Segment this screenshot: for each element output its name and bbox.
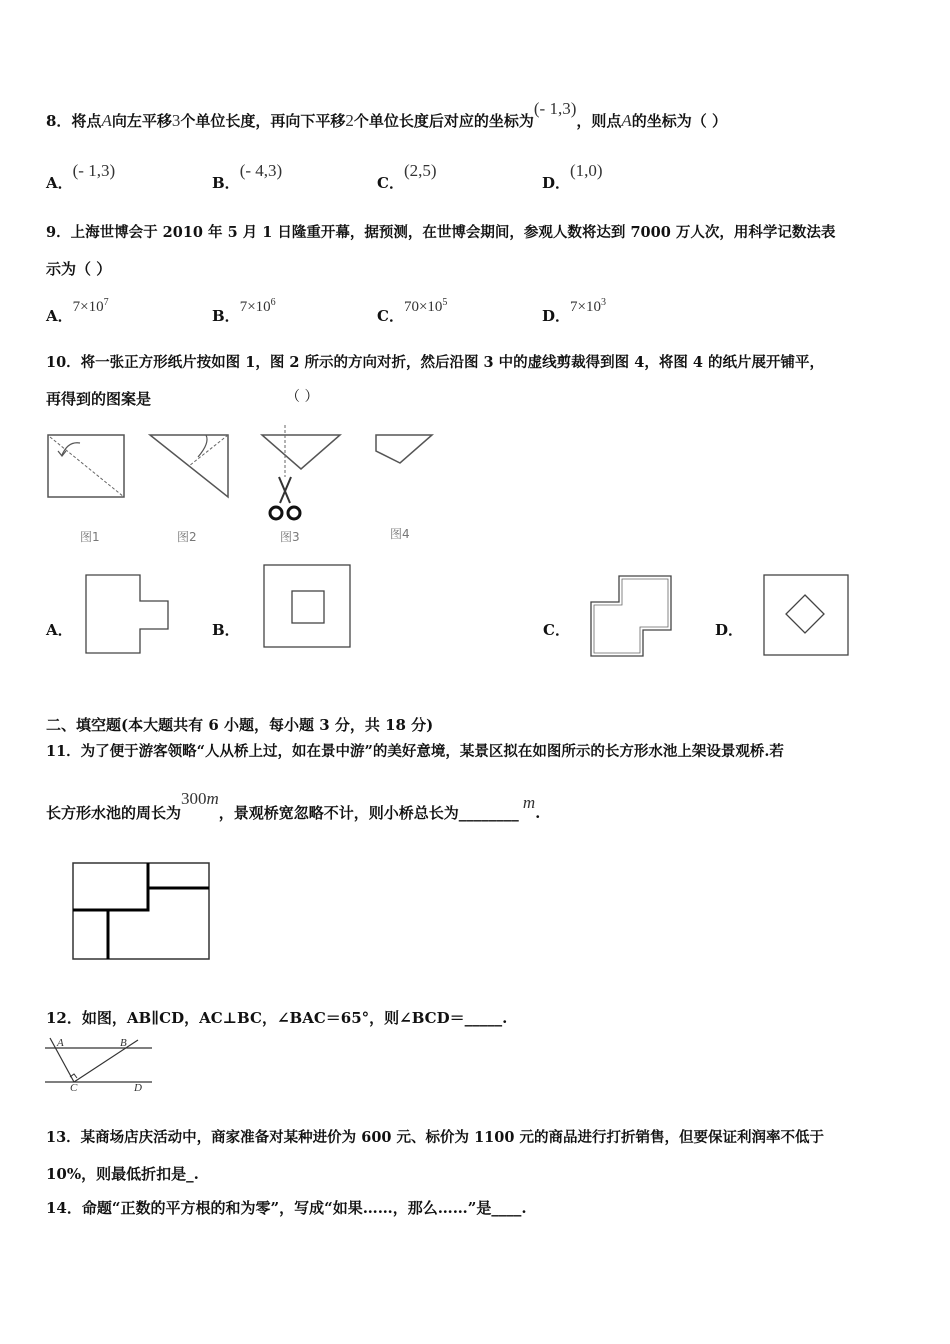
- section-2-title: 二、填空题(本大题共有 6 小题，每小题 3 分，共 18 分): [46, 716, 434, 734]
- q9-stem-line1: 9．上海世博会于 2010 年 5 月 1 日隆重开幕，据预测，在世博会期间，参观人数将达到 7000 万人次，用科学记数法表: [46, 224, 836, 241]
- q10-option-c-figure[interactable]: [589, 574, 675, 660]
- q11-stem-line1: 11．为了便于游客领略“人从桥上过，如在景中游”的美好意境，某景区拟在如图所示的长方形水池上架设景观桥.若: [46, 743, 784, 760]
- q9-stem-line2: 示为（ ）: [46, 260, 112, 278]
- q9-option-c[interactable]: C．$70\times 10^5$: [377, 297, 448, 325]
- q8-stem: 8．将点A向左平移3个单位长度，再向下平移2个单位长度后对应的坐标为(- 1,3)，则点A的坐标为（ ）: [46, 99, 727, 130]
- fig3-triangle: [262, 435, 340, 469]
- q10-option-c-label[interactable]: C．: [543, 621, 570, 639]
- q9-option-a[interactable]: A．$7\times 10^7$: [46, 297, 109, 325]
- q10-fold-figures: [40, 425, 440, 525]
- q10-stem-line1: 10．将一张正方形纸片按如图 1，图 2 所示的方向对折，然后沿图 3 中的虚线剪裁得到图 4，将图 4 的纸片展开铺平，: [46, 354, 825, 371]
- q10-option-d-figure[interactable]: [762, 573, 850, 657]
- q13-stem-line1: 13．某商场店庆活动中，商家准备对某种进价为 600 元、标价为 1100 元的商品进行打折销售，但要保证利润率不低于: [46, 1129, 824, 1146]
- q12-label-b: B: [120, 1037, 127, 1049]
- q9-option-d[interactable]: D．$7\times 10^3$: [542, 297, 606, 325]
- q8-option-c[interactable]: C．(2,5): [377, 161, 437, 192]
- q12-stem: 12．如图，AB∥CD，AC⊥BC，∠BAC＝65°，则∠BCD＝_____.: [46, 1009, 508, 1027]
- fig4-caption: 图4: [390, 527, 410, 541]
- q10-option-b-label[interactable]: B．: [212, 621, 240, 639]
- q12-label-a: A: [57, 1037, 64, 1049]
- q10-stem-line2: 再得到的图案是: [46, 390, 152, 408]
- q8-option-b[interactable]: B．(- 4,3): [212, 161, 283, 192]
- q11-stem-line2: 长方形水池的周长为300m，景观桥宽忽略不计，则小桥总长为________m.: [46, 789, 541, 822]
- q8-option-d[interactable]: D．(1,0): [542, 161, 603, 192]
- q10-option-d-label[interactable]: D．: [715, 621, 744, 639]
- fig2-caption: 图2: [177, 530, 197, 544]
- q12-label-c: C: [70, 1082, 78, 1094]
- fig1-caption: 图1: [80, 530, 100, 544]
- q10-option-b-figure[interactable]: [262, 563, 354, 651]
- q12-label-d: D: [134, 1082, 142, 1094]
- fig2-arrow-icon: [198, 435, 207, 457]
- fig3-caption: 图3: [280, 530, 300, 544]
- q13-stem-line2: 10%，则最低折扣是_.: [46, 1165, 199, 1183]
- q10-option-a-figure[interactable]: [84, 573, 174, 657]
- fig4-shape: [376, 435, 432, 463]
- scissors-icon: [270, 477, 300, 519]
- q8-coord: (- 1,3): [533, 99, 577, 118]
- q10-answer-paren: （ ）: [286, 389, 319, 405]
- q8-option-a[interactable]: A．(- 1,3): [46, 161, 116, 192]
- q10-option-a-label[interactable]: A．: [46, 621, 73, 639]
- q14-stem: 14．命题“正数的平方根的和为零”，写成“如果……，那么……”是____.: [46, 1199, 527, 1217]
- q11-pool-diagram: [70, 860, 215, 962]
- fig2-fold-line: [189, 435, 228, 466]
- q9-option-b[interactable]: B．$7\times 10^6$: [212, 297, 276, 325]
- fig1-fold-line: [50, 437, 124, 497]
